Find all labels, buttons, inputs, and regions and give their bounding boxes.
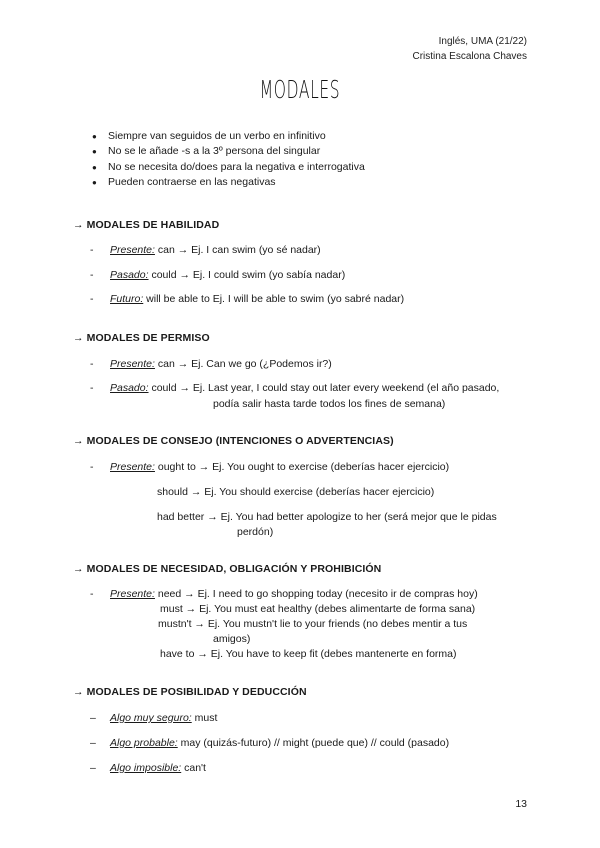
dash-marker: – [90,712,96,724]
item-label: Futuro: [110,293,144,305]
item-continuation: podía salir hasta tarde todos los fines de semana) [213,398,446,410]
page-title: MODALES [259,75,341,104]
item-label: Pasado: [110,382,149,394]
dash-marker: - [90,293,94,305]
example-line: must → Ej. You must eat healthy (debes alimentarte de forma sana) [160,603,476,615]
rules-bullet-list [92,129,365,190]
dash-marker: – [90,737,96,749]
item-label: Presente: [110,461,155,473]
example-line: have to → Ej. You have to keep fit (debes mantenerte en forma) [160,648,457,660]
section-heading-consejo: → MODALES DE CONSEJO (INTENCIONES O ADVERTENCIAS) [73,435,394,447]
section-heading-posibilidad: → MODALES DE POSIBILIDAD Y DEDUCCIÓN [73,686,307,698]
item-text: can → Ej. Can we go (¿Podemos ir?) [154,358,332,370]
dash-marker: - [90,358,94,370]
item-label: Algo probable: [110,737,178,749]
header-course: Inglés, UMA (21/22) [438,36,527,47]
item-text: need → Ej. I need to go shopping today (necesito ir de compras hoy) [154,588,478,600]
section-heading-necesidad: → MODALES DE NECESIDAD, OBLIGACIÓN Y PROHIBICIÓN [73,563,382,575]
bullet-item: ● No se necesita do/does para la negativa e interrogativa [92,160,365,175]
dash-marker: - [90,588,94,600]
example-line: should → Ej. You should exercise (deberías hacer ejercicio) [157,486,435,498]
example-line: mustn't → Ej. You mustn't lie to your friends (no debes mentir a tus [158,618,468,630]
item-label: Presente: [110,244,155,256]
item-label: Pasado: [110,269,149,281]
dash-marker: - [90,269,94,281]
item-label: Presente: [110,588,155,600]
example-continuation: amigos) [213,633,251,645]
item-text: could → Ej. Last year, I could stay out later every weekend (el año pasado, [148,382,500,394]
bullet-item: ● No se le añade -s a la 3º persona del singular [92,144,365,159]
bullet-item: ● Pueden contraerse en las negativas [92,175,365,190]
item-text: will be able to Ej. I will be able to swim (yo sabré nadar) [143,293,405,305]
bullet-item: ● Siempre van seguidos de un verbo en infinitivo [92,129,365,144]
dash-marker: - [90,461,94,473]
item-text: may (quizás-futuro) // might (puede que) // could (pasado) [177,737,450,749]
dash-marker: - [90,244,94,256]
page-number: 13 [515,798,527,810]
item-text: can → Ej. I can swim (yo sé nadar) [154,244,321,256]
item-label: Presente: [110,358,155,370]
example-line: had better → Ej. You had better apologize to her (será mejor que le pidas [157,511,497,523]
item-text: must [191,712,218,724]
item-text: could → Ej. I could swim (yo sabía nadar) [148,269,346,281]
item-text: ought to → Ej. You ought to exercise (deberías hacer ejercicio) [154,461,450,473]
dash-marker: - [90,382,94,394]
item-text: can't [181,762,206,774]
item-label: Algo muy seguro: [110,712,192,724]
header-author: Cristina Escalona Chaves [412,51,527,62]
example-continuation: perdón) [237,526,274,538]
section-heading-permiso: → MODALES DE PERMISO [73,332,210,344]
page-header [413,34,528,64]
dash-marker: – [90,762,96,774]
section-heading-habilidad: → MODALES DE HABILIDAD [73,219,220,231]
item-label: Algo imposible: [110,762,182,774]
